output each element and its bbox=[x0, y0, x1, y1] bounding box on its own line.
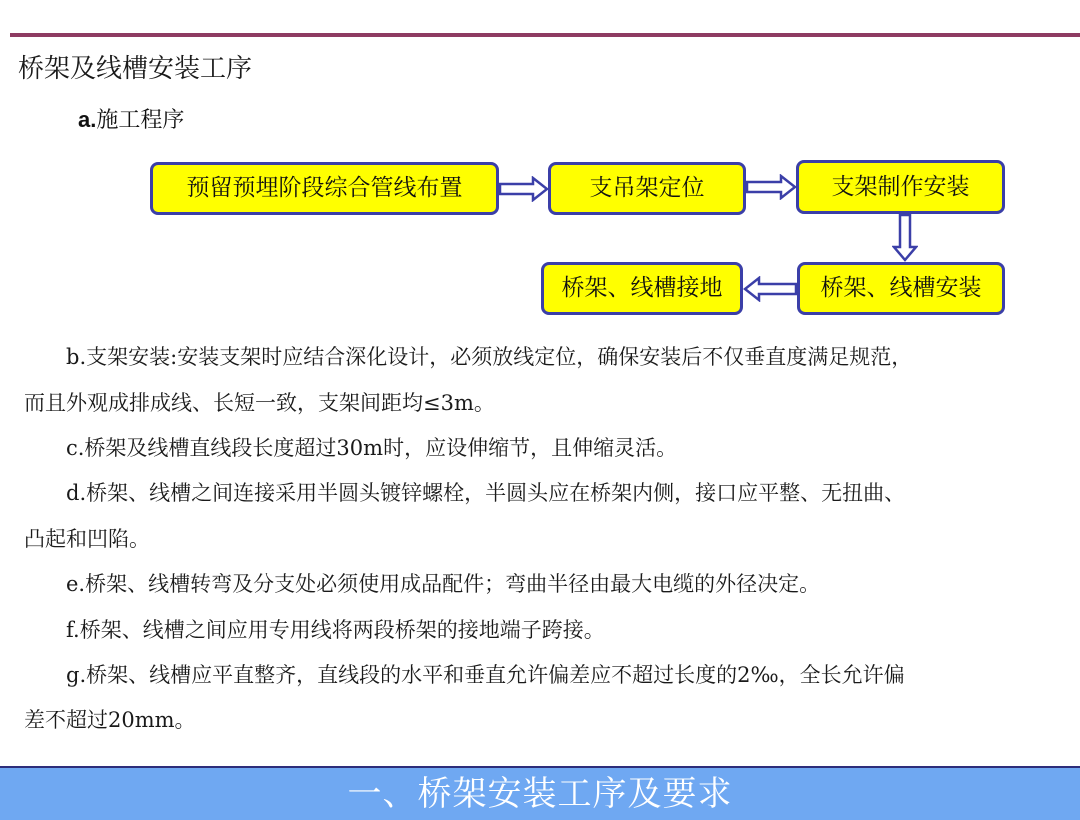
paragraph-g-line2: 差不超过20mm。 bbox=[24, 708, 196, 732]
paragraph-d-line1 bbox=[24, 470, 1074, 516]
flow-arrow-right-2 bbox=[746, 174, 797, 200]
paragraph-b-line1 bbox=[24, 334, 1074, 380]
paragraph-d-line2: 凸起和凹陷。 bbox=[24, 527, 150, 551]
paragraph-g-line1 bbox=[24, 652, 1074, 698]
paragraph-b-line2: 而且外观成排成线、长短一致，支架间距均≤3m。 bbox=[24, 391, 495, 415]
flow-step-1: 预留预埋阶段综合管线布置 bbox=[150, 162, 499, 215]
paragraph-d-text: d.桥架、线槽之间连接采用半圆头镀锌螺栓，半圆头应在桥架内侧，接口应平整、无扭曲、 bbox=[66, 481, 906, 505]
flow-arrow-right-1 bbox=[499, 176, 549, 202]
paragraph-e-text: e.桥架、线槽转弯及分支处必须使用成品配件；弯曲半径由最大电缆的外径决定。 bbox=[66, 572, 821, 596]
paragraph-f bbox=[24, 607, 1074, 653]
flow-step-5: 桥架、线槽接地 bbox=[541, 262, 743, 315]
paragraph-b-text: b.支架安装:安装支架时应结合深化设计，必须放线定位，确保安装后不仅垂直度满足规范， bbox=[66, 345, 913, 369]
section-a-heading bbox=[78, 105, 184, 136]
paragraph-c-text: c.桥架及线槽直线段长度超过30m时，应设伸缩节，且伸缩灵活。 bbox=[66, 436, 678, 460]
flow-step-3: 支架制作安装 bbox=[796, 160, 1005, 214]
section-a-label: 施工程序 bbox=[96, 108, 185, 133]
footer-title: 一、桥架安装工序及要求 bbox=[347, 774, 733, 814]
flow-arrow-left bbox=[743, 276, 797, 302]
paragraph-e bbox=[24, 561, 1074, 607]
flow-step-4: 桥架、线槽安装 bbox=[797, 262, 1005, 315]
paragraph-g-text: g.桥架、线槽应平直整齐，直线段的水平和垂直允许偏差应不超过长度的2‰，全长允许偏 bbox=[66, 663, 905, 687]
section-a-letter: a. bbox=[78, 107, 97, 132]
page-title: 桥架及线槽安装工序 bbox=[18, 54, 253, 84]
paragraph-f-text: f.桥架、线槽之间应用专用线将两段桥架的接地端子跨接。 bbox=[66, 618, 605, 642]
footer-band bbox=[0, 766, 1080, 820]
paragraph-c bbox=[24, 425, 1074, 471]
flow-arrow-down bbox=[892, 214, 918, 262]
flow-step-2: 支吊架定位 bbox=[548, 162, 746, 215]
header-rule bbox=[10, 33, 1080, 37]
